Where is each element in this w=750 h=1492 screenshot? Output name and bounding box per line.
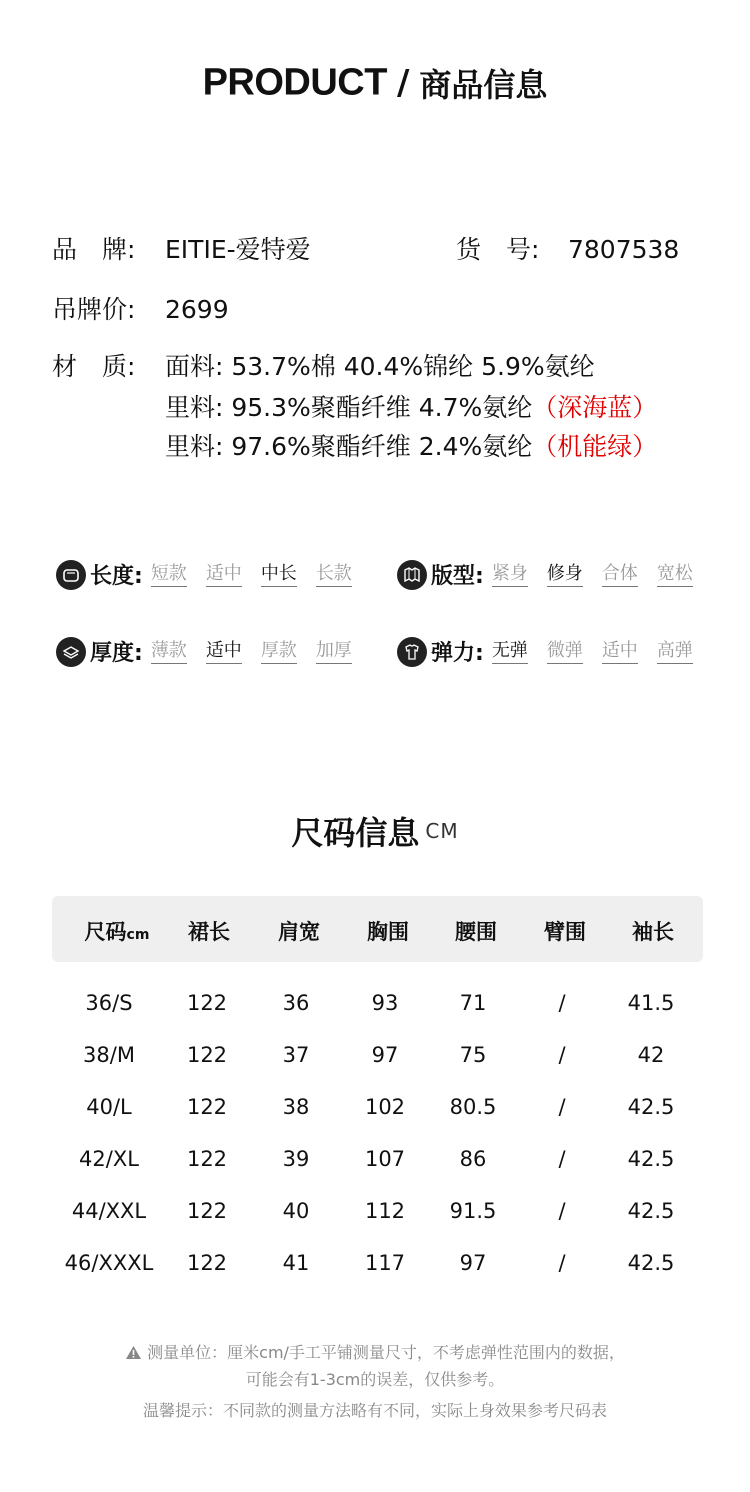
cell-chest: 93 [371,991,399,1015]
cell-chest: 112 [364,1199,406,1223]
cell-size: 38/M [83,1043,135,1067]
cell-arm: / [558,1095,566,1119]
attribute-thickness [56,636,352,667]
warning-icon [125,1343,142,1362]
cell-shoulder: 37 [282,1043,310,1067]
header-skirt-length: 裙长 [188,920,230,944]
cell-chest: 97 [371,1043,399,1067]
cell-shoulder: 39 [282,1147,310,1171]
header-size: 尺码cm [84,920,150,944]
cell-sleeve: 41.5 [627,991,675,1015]
cell-waist: 97 [459,1251,487,1275]
title-chinese: 商品信息 [419,66,548,104]
note-line-2: 可能会有1-3cm的误差，仅供参考。 [245,1370,505,1389]
sku-label: 货 号: [456,235,540,264]
attribute-name: 弹力: [431,641,484,666]
attribute-fit [397,559,693,590]
cell-sleeve: 42 [637,1043,665,1067]
option-short: 短款 [151,563,187,587]
sku-row [456,230,679,266]
cell-arm: / [558,1147,566,1171]
size-title-unit: CM [425,819,459,843]
cell-size: 46/XXXL [64,1251,154,1275]
attribute-stretch [397,636,693,667]
stretch-icon [397,637,427,667]
header-waist: 腰围 [455,920,497,944]
cell-waist: 80.5 [449,1095,497,1119]
price-label: 吊牌价: [52,295,136,324]
cell-arm: / [558,1199,566,1223]
cell-waist: 71 [459,991,487,1015]
material-row-2 [52,388,657,424]
option-loose: 宽松 [657,563,693,587]
attribute-name: 长度: [90,564,143,589]
option-no-stretch: 无弹 [492,640,528,664]
size-table-header [52,896,703,962]
note-line-1: 测量单位：厘米cm/手工平铺测量尺寸，不考虑弹性范围内的数据， [0,1340,750,1363]
brand-row [52,230,311,266]
cell-chest: 117 [364,1251,406,1275]
option-regular: 合体 [602,563,638,587]
cell-shoulder: 40 [282,1199,310,1223]
cell-size: 40/L [86,1095,132,1119]
page-title [0,60,750,106]
option-medium-stretch: 适中 [602,640,638,664]
cell-skirt-length: 122 [186,1251,228,1275]
brand-label: 品 牌: [52,235,136,264]
cell-sleeve: 42.5 [627,1147,675,1171]
title-separator: / [396,63,410,103]
option-long: 长款 [316,563,352,587]
cell-skirt-length: 122 [186,1199,228,1223]
option-extra-thick: 加厚 [316,640,352,664]
cell-waist: 86 [459,1147,487,1171]
size-title-text: 尺码信息 [291,814,420,852]
attribute-name: 厚度: [90,641,143,666]
price-row [52,290,229,326]
color-note-1: （深海蓝） [532,393,658,422]
cell-chest: 102 [364,1095,406,1119]
length-icon [56,560,86,590]
header-chest: 胸围 [367,920,409,944]
cell-arm: / [558,991,566,1015]
material-row-3 [52,427,657,463]
material-line-1: 面料: 53.7%棉 40.4%锦纶 5.9%氨纶 [165,352,595,381]
cell-sleeve: 42.5 [627,1095,675,1119]
cell-size: 44/XXL [71,1199,147,1223]
material-line-2: 里料: 95.3%聚酯纤维 4.7%氨纶 [165,393,533,422]
cell-size: 36/S [85,991,133,1015]
header-sleeve: 袖长 [632,920,674,944]
option-thin: 薄款 [151,640,187,664]
cell-shoulder: 41 [282,1251,310,1275]
cell-sleeve: 42.5 [627,1199,675,1223]
sku-value: 7807538 [568,235,680,264]
cell-chest: 107 [364,1147,406,1171]
header-shoulder: 肩宽 [278,920,320,944]
title-english: PRODUCT [202,61,387,104]
cell-skirt-length: 122 [186,1043,228,1067]
fit-icon [397,560,427,590]
option-slight-stretch: 微弹 [547,640,583,664]
option-medium: 适中 [206,640,242,664]
cell-sleeve: 42.5 [627,1251,675,1275]
option-midlong: 中长 [261,563,297,587]
cell-skirt-length: 122 [186,991,228,1015]
option-thick: 厚款 [261,640,297,664]
material-label: 材 质: [52,352,136,381]
attribute-length [56,559,352,590]
color-note-2: （机能绿） [532,432,658,461]
thickness-icon [56,637,86,667]
cell-arm: / [558,1043,566,1067]
cell-skirt-length: 122 [186,1095,228,1119]
cell-size: 42/XL [79,1147,139,1171]
material-row [52,347,595,383]
cell-waist: 91.5 [449,1199,497,1223]
cell-arm: / [558,1251,566,1275]
note-line-3: 温馨提示：不同款的测量方法略有不同，实际上身效果参考尺码表 [142,1401,607,1420]
price-value: 2699 [165,295,229,324]
option-medium: 适中 [206,563,242,587]
header-arm: 臂围 [544,920,586,944]
option-slim: 修身 [547,563,583,587]
option-high-stretch: 高弹 [657,640,693,664]
cell-skirt-length: 122 [186,1147,228,1171]
cell-shoulder: 38 [282,1095,310,1119]
material-line-3: 里料: 97.6%聚酯纤维 2.4%氨纶 [165,432,533,461]
cell-shoulder: 36 [282,991,310,1015]
attribute-name: 版型: [431,564,484,589]
size-section-title [0,808,750,854]
option-tight: 紧身 [492,563,528,587]
cell-waist: 75 [459,1043,487,1067]
brand-value: EITIE-爱特爱 [165,235,311,264]
